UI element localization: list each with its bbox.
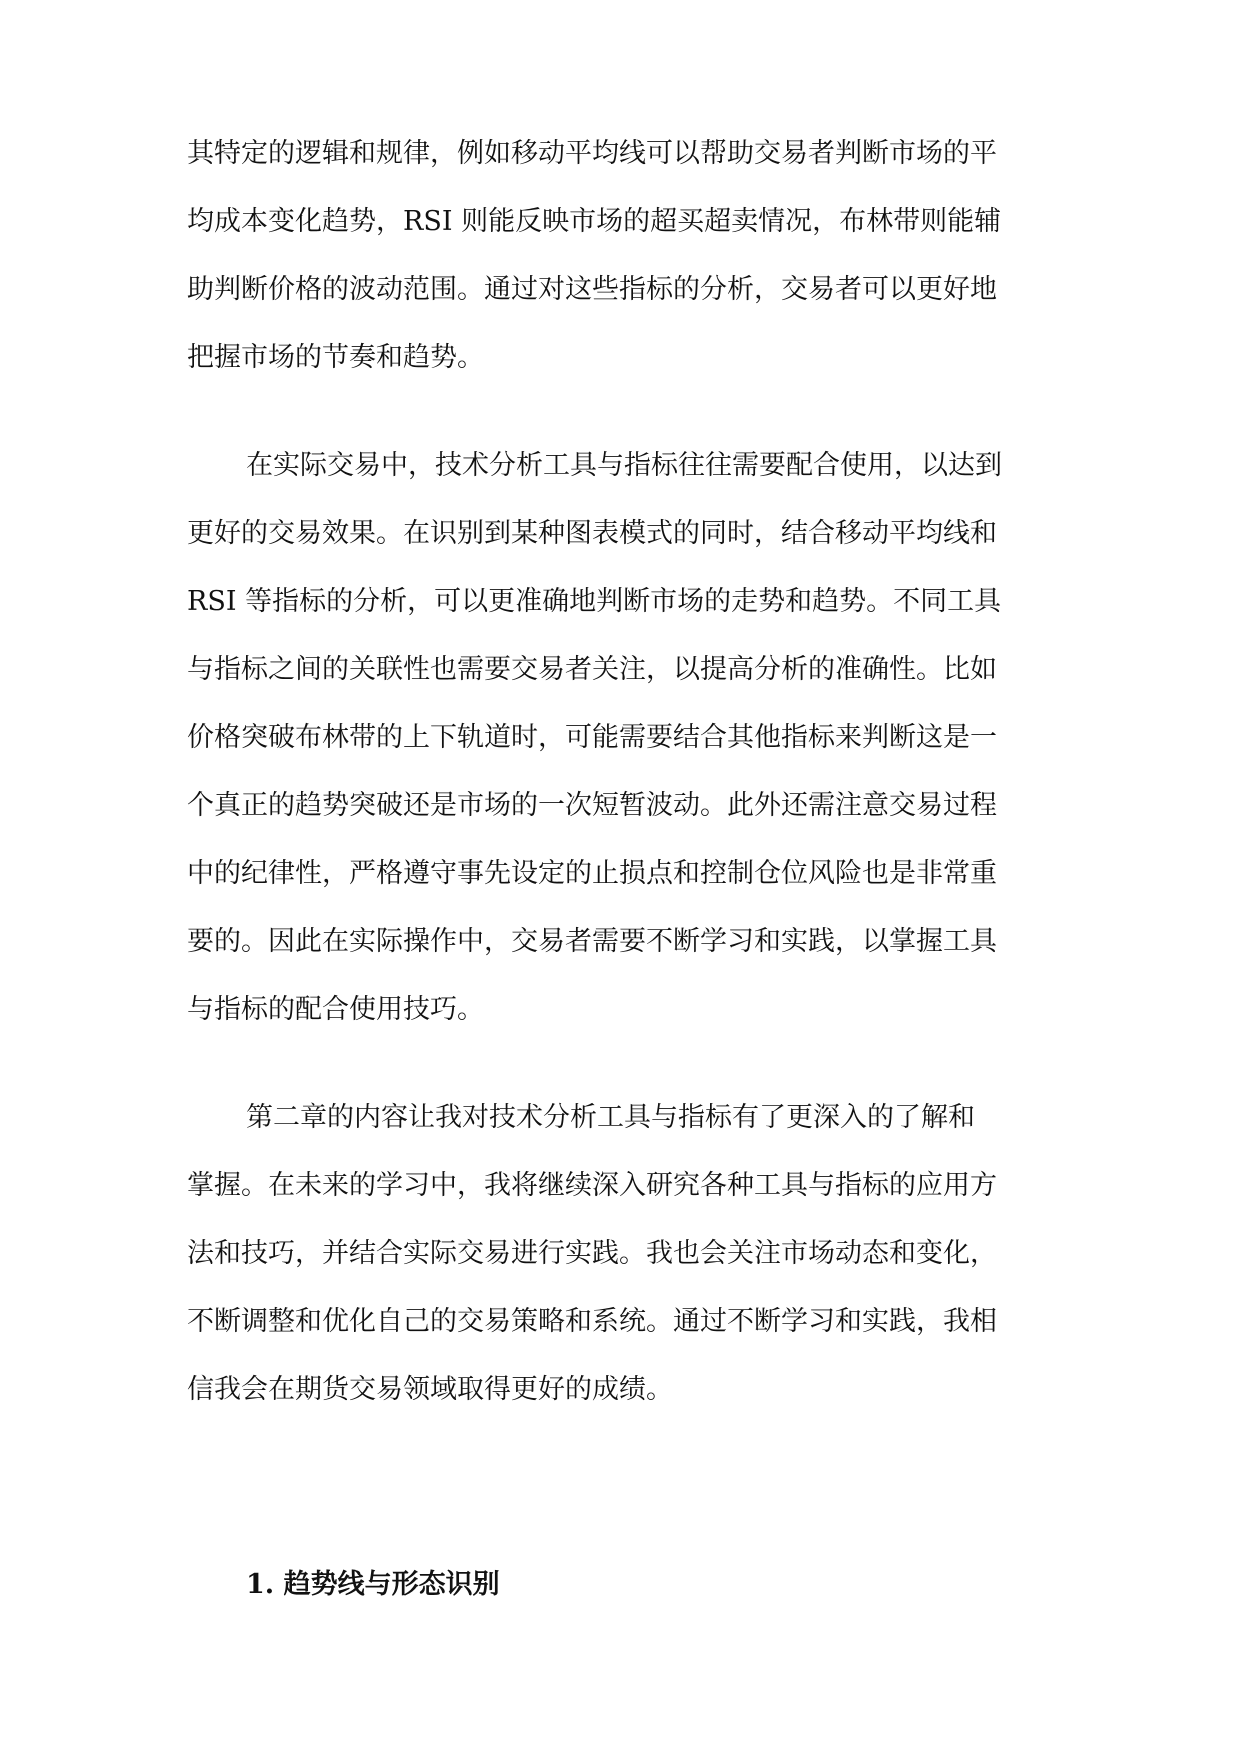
paragraph-3-line-2: 掌握。在未来的学习中，我将继续深入研究各种工具与指标的应用方 — [187, 1170, 997, 1201]
paragraph-3-line-3: 法和技巧，并结合实际交易进行实践。我也会关注市场动态和变化， — [187, 1238, 997, 1269]
paragraph-2-line-2: 更好的交易效果。在识别到某种图表模式的同时，结合移动平均线和 — [187, 518, 997, 549]
paragraph-3-line-4: 不断调整和优化自己的交易策略和系统。通过不断学习和实践，我相 — [187, 1306, 997, 1337]
paragraph-1-line-4: 把握市场的节奏和趋势。 — [187, 342, 484, 373]
paragraph-1-line-2: 均成本变化趋势，RSI 则能反映市场的超买超卖情况，布林带则能辅 — [187, 206, 1002, 237]
section-heading: 1. 趋势线与形态识别 — [246, 1569, 500, 1600]
paragraph-1-line-1: 其特定的逻辑和规律，例如移动平均线可以帮助交易者判断市场的平 — [187, 138, 997, 169]
paragraph-1-line-3: 助判断价格的波动范围。通过对这些指标的分析，交易者可以更好地 — [187, 274, 997, 305]
paragraph-2-line-8: 要的。因此在实际操作中，交易者需要不断学习和实践，以掌握工具 — [187, 926, 997, 957]
paragraph-2-line-6: 个真正的趋势突破还是市场的一次短暂波动。此外还需注意交易过程 — [187, 790, 997, 821]
paragraph-2-line-7: 中的纪律性，严格遵守事先设定的止损点和控制仓位风险也是非常重 — [187, 858, 997, 889]
paragraph-3-line-1: 第二章的内容让我对技术分析工具与指标有了更深入的了解和 — [246, 1102, 975, 1133]
paragraph-3-line-5: 信我会在期货交易领域取得更好的成绩。 — [187, 1374, 673, 1405]
paragraph-2-line-9: 与指标的配合使用技巧。 — [187, 994, 484, 1025]
paragraph-2-line-5: 价格突破布林带的上下轨道时，可能需要结合其他指标来判断这是一 — [187, 722, 997, 753]
paragraph-2-line-1: 在实际交易中，技术分析工具与指标往往需要配合使用，以达到 — [246, 450, 1002, 481]
paragraph-2-line-4: 与指标之间的关联性也需要交易者关注，以提高分析的准确性。比如 — [187, 654, 997, 685]
paragraph-2-line-3: RSI 等指标的分析，可以更准确地判断市场的走势和趋势。不同工具 — [187, 586, 1002, 617]
